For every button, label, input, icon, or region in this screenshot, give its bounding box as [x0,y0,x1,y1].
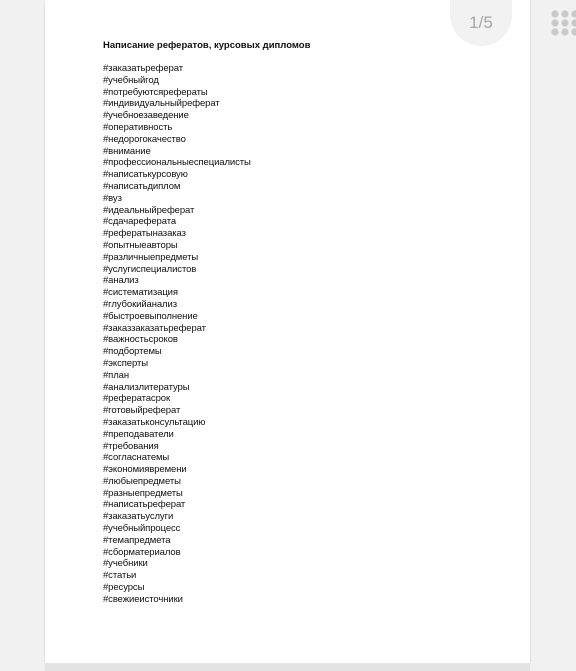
tag-item: #заказзаказатьреферат [103,322,206,334]
page-title: Написание рефератов, курсовых дипломов [103,40,311,51]
tag-item: #индивидуальныйреферат [103,98,220,110]
tag-item: #сдачареферата [103,216,177,228]
tag-item: #статьи [103,570,137,582]
tag-item: #оперативность [103,121,173,133]
tag-item: #сборматериалов [103,546,181,558]
tag-item: #написатькурсовую [103,169,188,181]
tag-item: #учебники [103,558,148,570]
tag-item: #план [103,369,130,381]
tag-item: #ресурсы [103,582,145,594]
tag-item: #услугиспециалистов [103,263,197,275]
page-indicator-text: 1/5 [469,13,493,32]
tag-item: #свежиеисточники [103,593,183,605]
tag-item: #согласнатемы [103,452,170,464]
tag-item: #рефератыназаказ [103,228,186,240]
tag-item: #идеальныйреферат [103,204,195,216]
tag-item: #рефератасрок [103,393,171,405]
grid-dots-icon [549,8,576,38]
tag-item: #опытныеавторы [103,239,178,251]
tag-item: #потребуютсярефераты [103,86,208,98]
tag-item: #заказатьуслуги [103,511,174,523]
tag-list [103,63,251,606]
tag-item: #систематизация [103,287,178,299]
tag-item: #различныепредметы [103,251,199,263]
tag-item: #написатьреферат [103,499,186,511]
tag-item: #учебноезаведение [103,110,189,122]
tag-item: #профессиональныеспециалисты [103,157,251,169]
tag-item: #темапредмета [103,534,171,546]
page-bottom-edge [45,663,530,671]
tag-item: #глубокийанализ [103,298,177,310]
tag-item: #внимание [103,145,151,157]
tag-item: #учебныйпроцесс [103,523,181,535]
apps-menu-button[interactable] [549,8,576,38]
tag-item: #важностьсроков [103,334,178,346]
tag-item: #преподаватели [103,428,174,440]
tag-item: #анализ [103,275,139,287]
tag-item: #написатьдиплом [103,180,181,192]
tag-item: #готовыйреферат [103,405,181,417]
tag-item: #вуз [103,192,122,204]
tag-item: #эксперты [103,357,148,369]
tag-item: #любыепредметы [103,475,181,487]
tag-item: #заказатьконсультацию [103,416,206,428]
tag-item: #заказатьреферат [103,63,183,74]
tag-item: #недорогокачество [103,133,186,145]
tag-item: #анализлитературы [103,381,190,393]
tag-item: #подбортемы [103,346,162,358]
document-page [45,0,530,663]
tag-item: #учебныйгод [103,74,159,86]
tag-item: #разныепредметы [103,487,183,499]
tag-item: #быстроевыполнение [103,310,198,322]
tag-item: #требования [103,440,159,452]
tag-item: #экономиявремени [103,464,187,476]
